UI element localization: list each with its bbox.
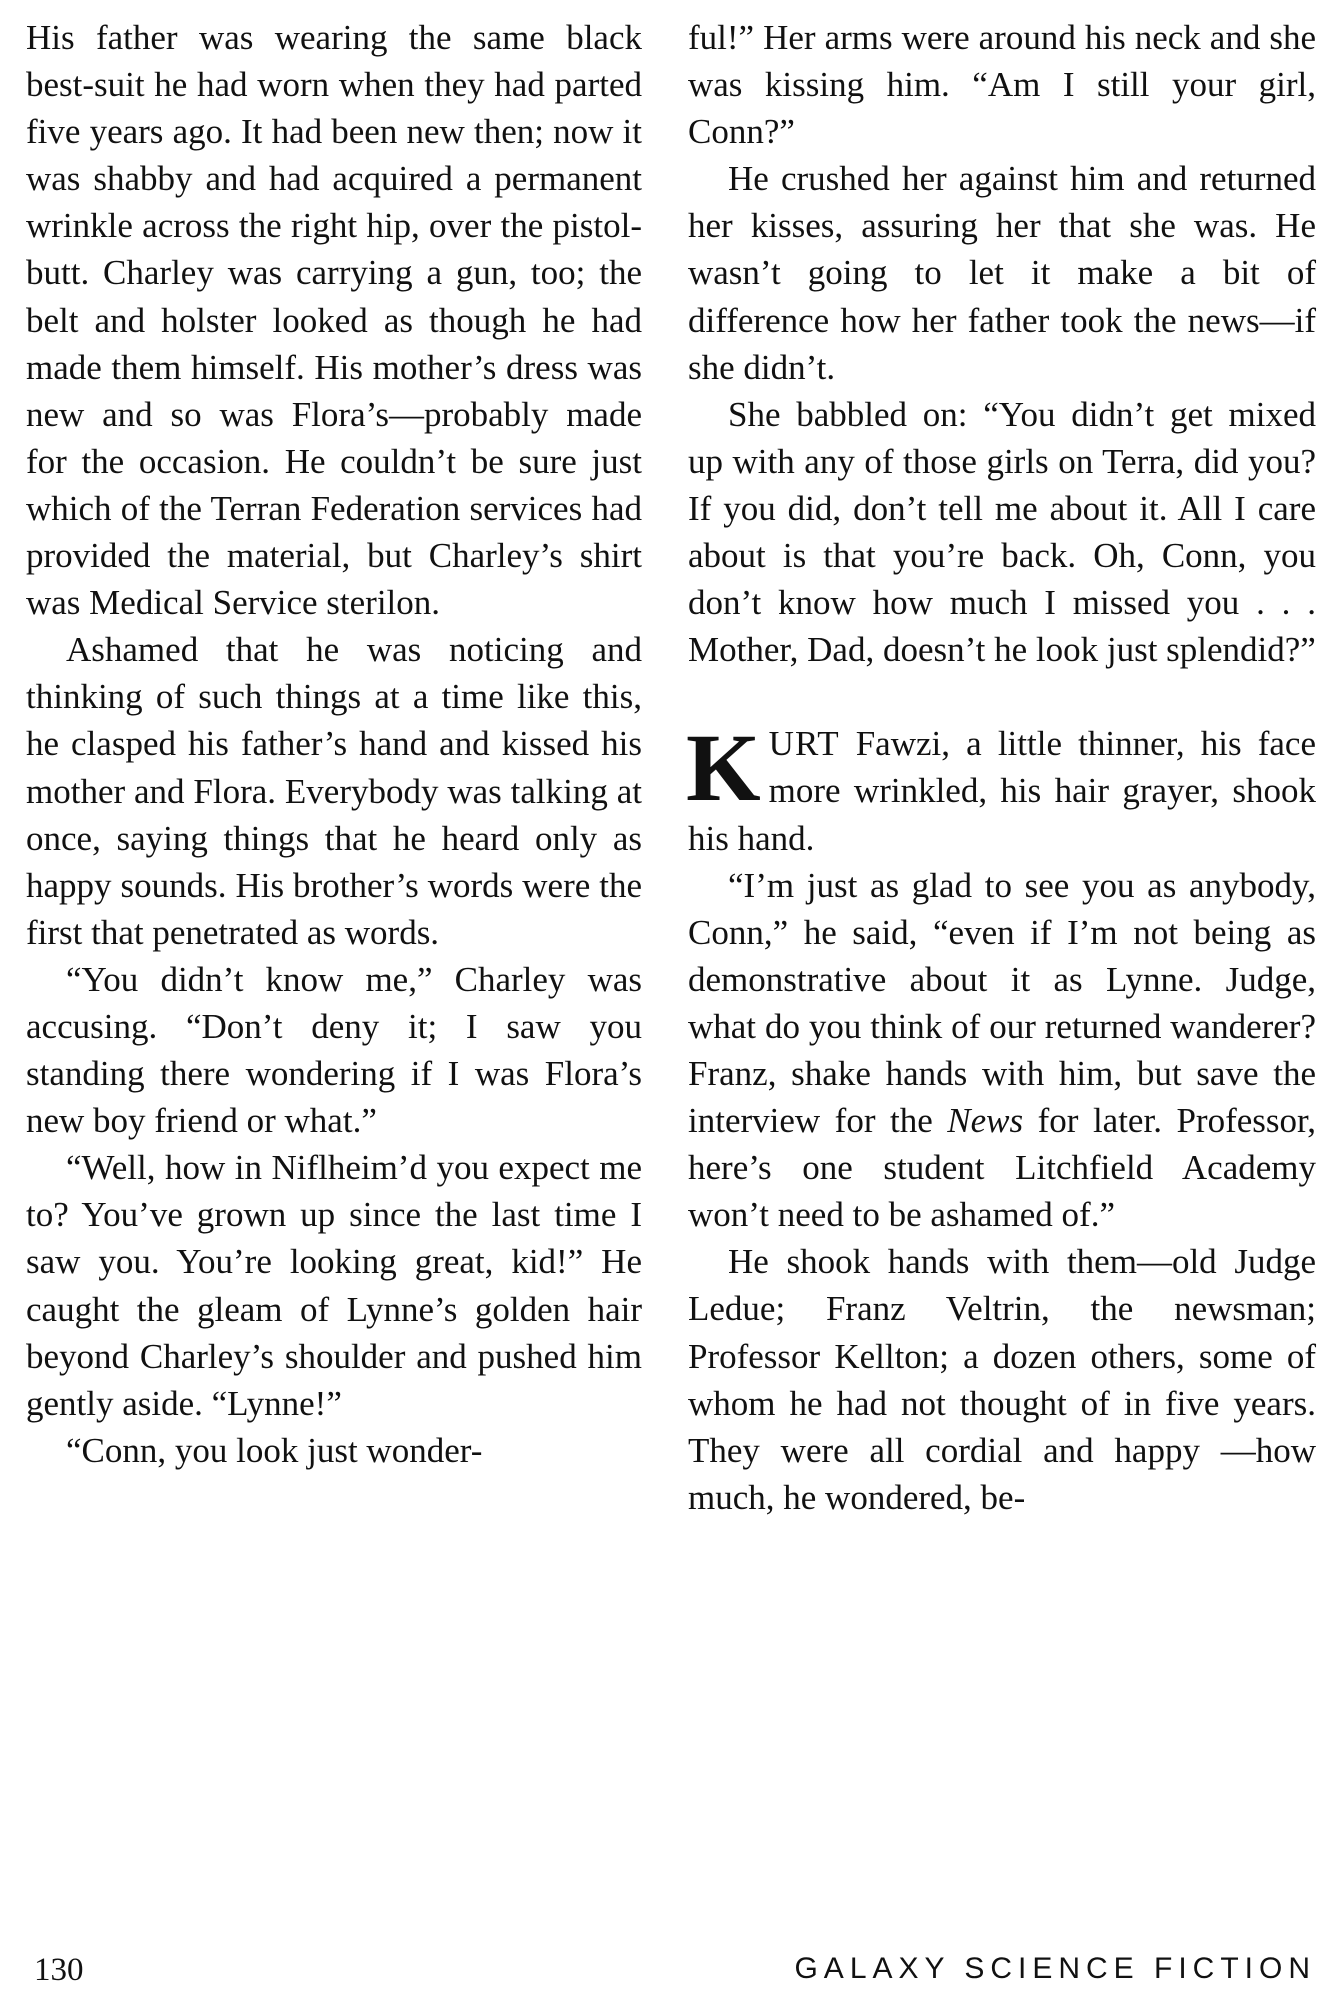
opening-text: Fawzi, a little thinner, his face more wrinkled, his hair grayer, shook his hand.	[688, 724, 1316, 858]
running-head: GALAXY SCIENCE FICTION	[794, 1952, 1316, 1985]
left-column	[26, 14, 642, 1474]
section-opening-paragraph	[686, 714, 1316, 861]
paragraph	[688, 862, 1316, 1239]
newspaper-title: News	[947, 1101, 1024, 1141]
paragraph: His father was wearing the same black best-suit he had worn when they had parted five years ago. It had been new then; now it was shabby and had acquired a permanent wrinkle across the right hip, over the pistol-butt. Charley was carrying a gun, too; the belt and holster looked as though he had made them himself. His mother’s dress was new and so was Flora’s—probably made for the occasion. He couldn’t be sure just which of the Terran Federation services had provided the material, but Charley’s shirt was Medical Service sterilon.	[26, 18, 642, 623]
paragraph: Ashamed that he was noticing and thinking of such things at a time like this, he clasped his father’s hand and kissed his mother and Flora. Everybody was talking at once, saying things that he heard only as happy sounds. His brother’s words were the first that penetrated as words.	[26, 630, 642, 952]
paragraph: He crushed her against him and returned her kisses, assuring her that she was. He wasn’t going to let it make a bit of difference how her father took the news—if she didn’t.	[688, 159, 1316, 387]
opening-word-rest: URT	[768, 724, 840, 764]
drop-cap: K	[686, 714, 761, 822]
paragraph: “You didn’t know me,” Charley was accusing. “Don’t deny it; I saw you standing there wondering if I was Flora’s new boy friend or what.”	[26, 959, 642, 1141]
paragraph: “Conn, you look just wonder-	[66, 1430, 483, 1470]
paragraph: “Well, how in Niflheim’d you expect me to? You’ve grown up since the last time I saw you. You’re looking great, kid!” He caught the gleam of Lynne’s golden hair beyond Charley’s shoulder and pushed him gently aside. “Lynne!”	[26, 1148, 642, 1423]
paragraph: He shook hands with them—old Judge Ledue; Franz Veltrin, the newsman; Professor Kellton; a dozen others, some of whom he had not thought of in five years. They were all cordial and happy —how much, he wondered, be-	[688, 1242, 1316, 1517]
quote-part-1: “I’m just as glad to see you as anybody, Conn,” he said, “even if I’m not being as demonstrative about it as Lynne. Judge, what do you think of our returned wanderer? Franz, shake hands with him, but save the interview for the	[688, 865, 1316, 1141]
page-number: 130	[34, 1952, 84, 1988]
right-column	[688, 14, 1316, 1521]
quote-part-2: for later. Professor, here’s one student Litchfield Academy won’t need to be ashamed of.”	[688, 1101, 1316, 1235]
paragraph: ful!” Her arms were around his neck and she was kissing him. “Am I still your girl, Conn?”	[688, 18, 1316, 152]
paragraph: She babbled on: “You didn’t get mixed up with any of those girls on Terra, did you? If you did, don’t tell me about it. All I care about is that you’re back. Oh, Conn, you don’t know how much I missed you . . . Mother, Dad, doesn’t he look just splendid?”	[688, 394, 1316, 670]
